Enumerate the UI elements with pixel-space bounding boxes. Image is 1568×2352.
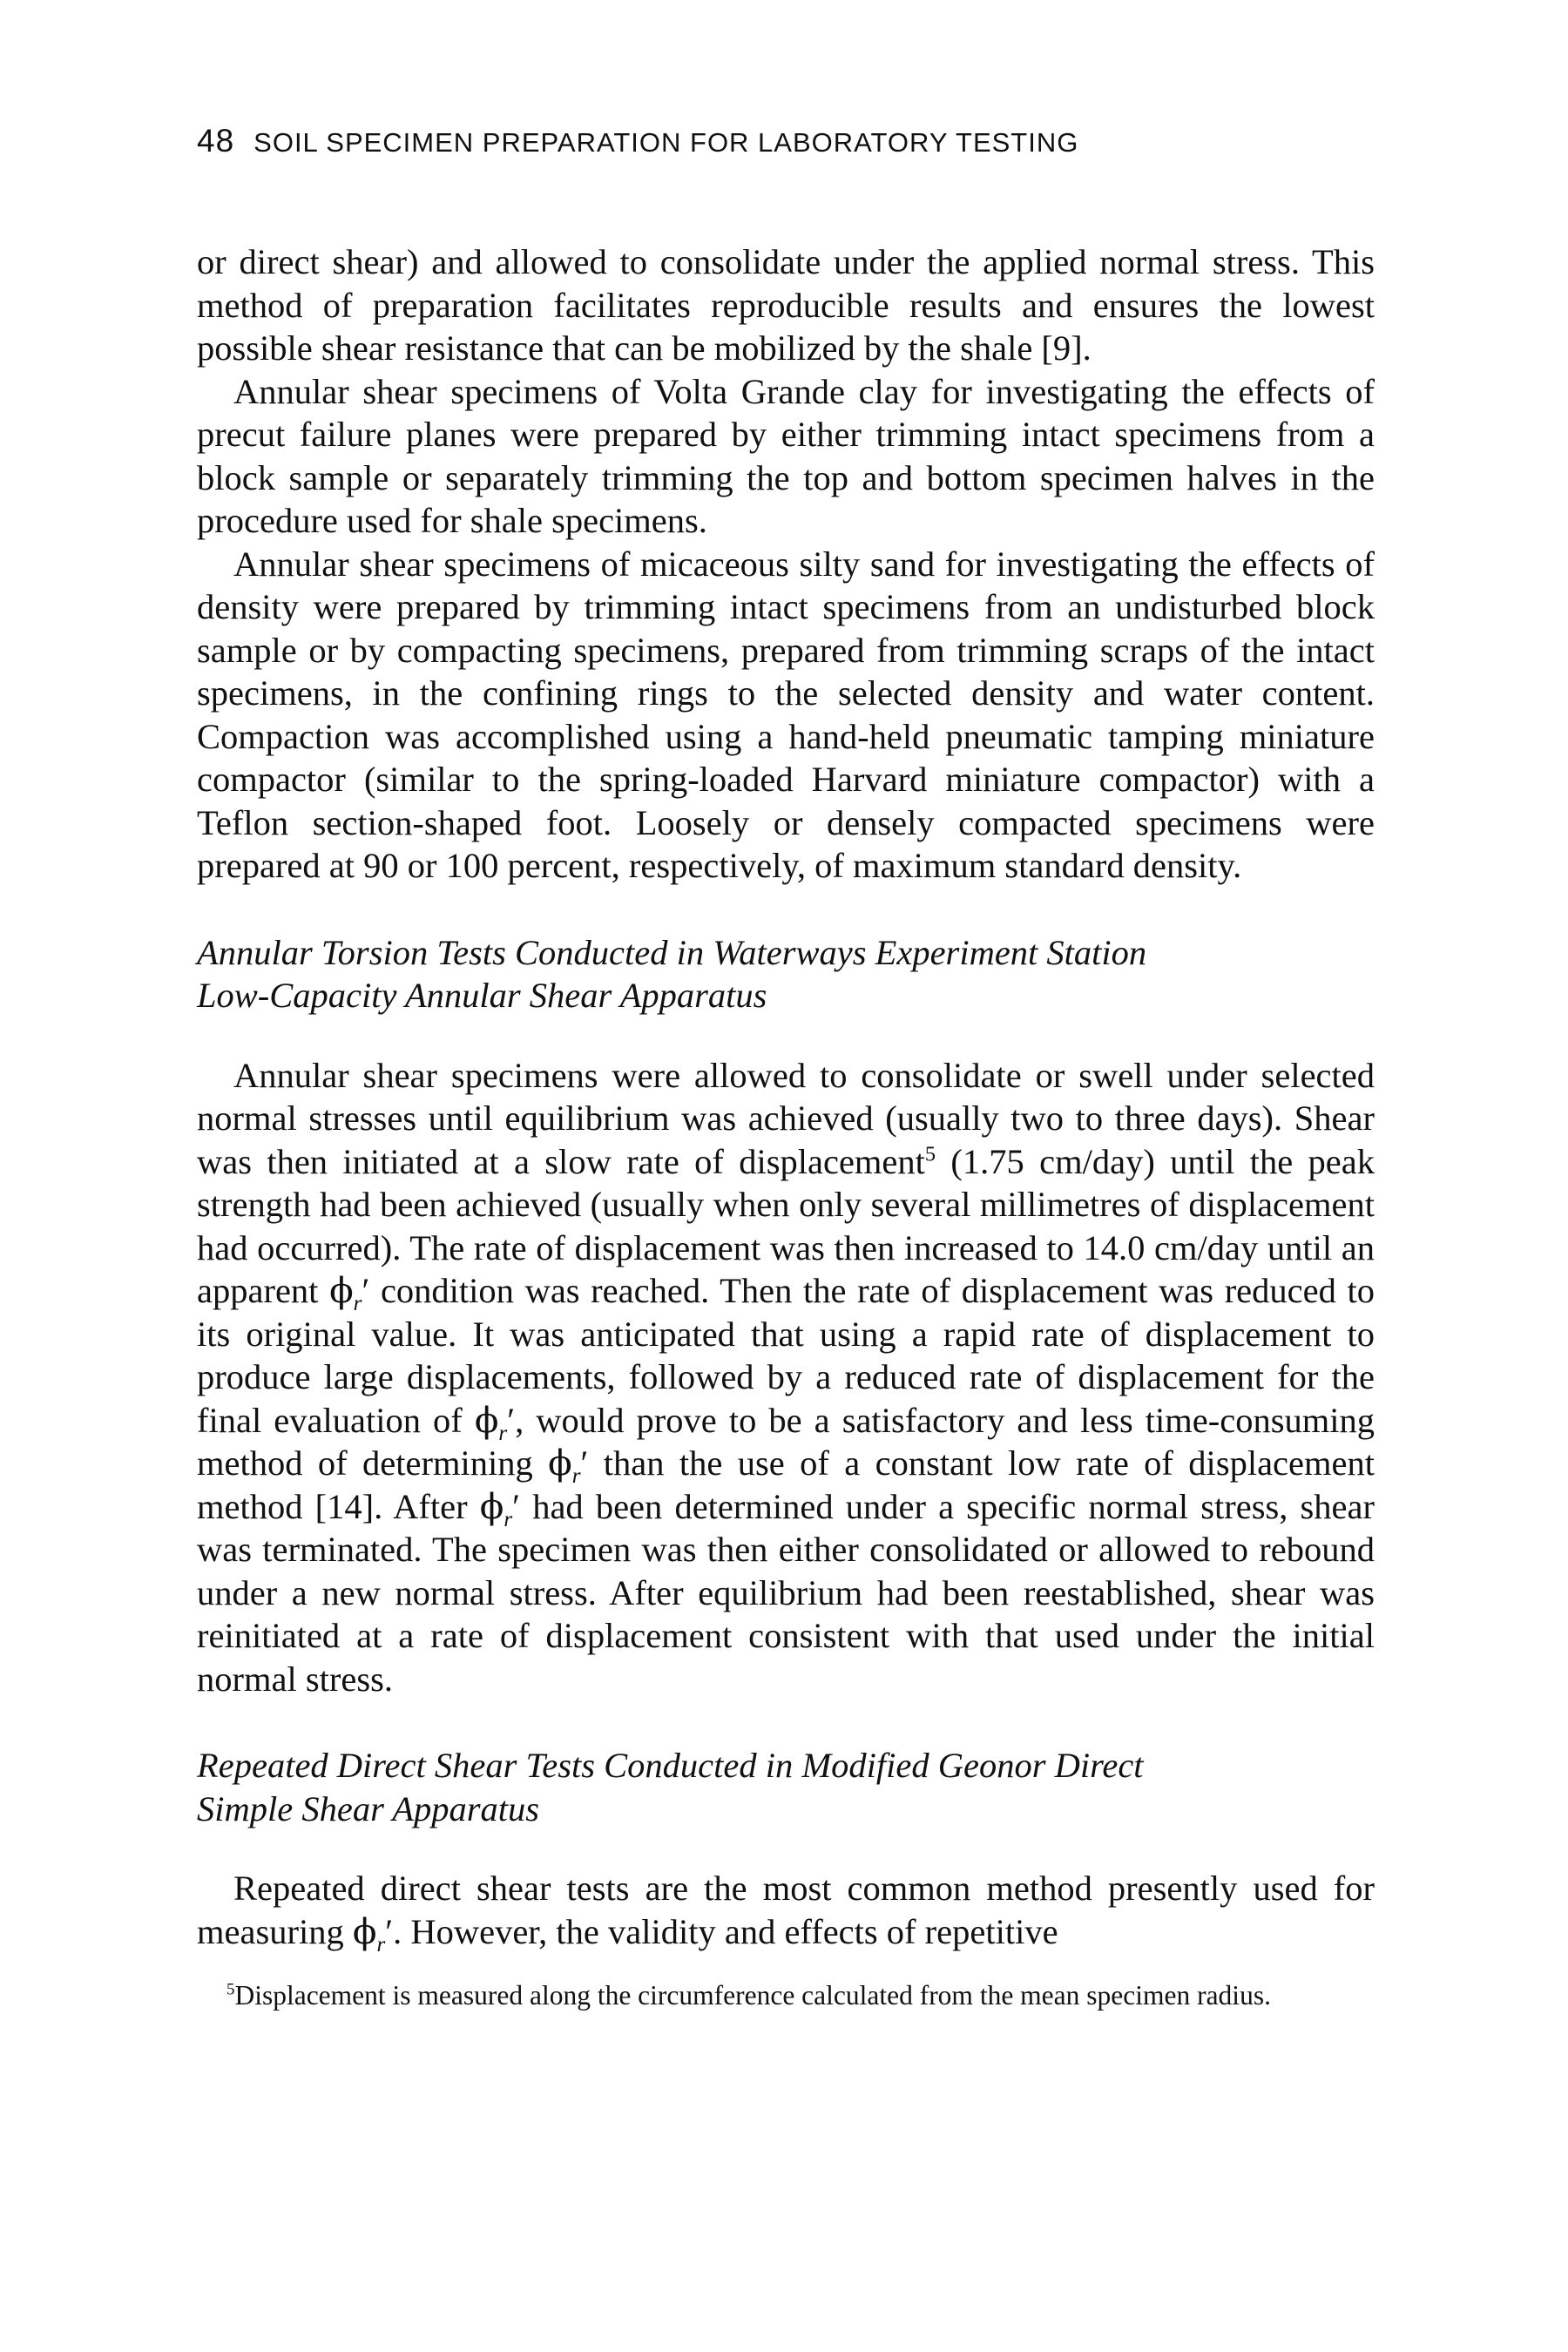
heading-line: Repeated Direct Shear Tests Conducted in Modified Geonor Direct [197, 1746, 1144, 1785]
phi-glyph: ϕ [479, 1484, 504, 1527]
text-run: condition was reached. Then the rate of displacement was reduced to its original value. It was anticipated that using a rapid rate of displacement to produce large displacements, followed by a reduced rate of displacement for the final evaluation of [197, 1271, 1375, 1440]
paragraph-micaceous-sand: Annular shear specimens of micaceous silty sand for investigating the effects of density were prepared by trimming intact specimens from an undisturbed block sample or by compacting specimens, prepared from trimming scraps of the intact specimens, in the confining rings to the selected density and water content. Compaction was accomplished using a hand-held pneumatic tamping miniature compactor (similar to the spring-loaded Harvard miniature compactor) with a Teflon section-shaped foot. Loosely or densely compacted specimens were prepared at 90 or 100 percent, respectively, of maximum standard density. [197, 544, 1375, 885]
document-page [197, 122, 1375, 2012]
text-run: had been determined under a specific normal stress, shear was terminated. The specimen was then either consolidated or allowed to rebound under a new normal stress. After equilibrium had been reestablished, shear was reinitiated at a rate of displacement consistent with that used under the initial normal stress. [197, 1486, 1375, 1699]
paragraph-annular-torsion [197, 1054, 1375, 1701]
text-run: than the use of a constant low rate of displacement method [14]. After [197, 1443, 1375, 1526]
subscript-r: r [504, 1507, 513, 1531]
subscript-r: r [571, 1464, 581, 1489]
section-heading-annular-torsion [197, 931, 1375, 1017]
phi-r-prime-symbol [474, 1398, 516, 1445]
prime-mark: ′ [385, 1911, 394, 1951]
prime-mark: ′ [362, 1271, 370, 1310]
footnote-marker: 5 [226, 1980, 235, 1999]
text-run: , would prove to be a satisfactory and less time-consuming method of determining [197, 1400, 1375, 1483]
phi-glyph: ϕ [352, 1909, 377, 1952]
phi-glyph: ϕ [548, 1442, 572, 1484]
phi-r-prime-symbol [352, 1909, 394, 1957]
phi-glyph: ϕ [474, 1398, 499, 1441]
phi-glyph: ϕ [329, 1269, 354, 1311]
subscript-r: r [353, 1292, 362, 1316]
body-text [197, 240, 1375, 1957]
prime-mark: ′ [580, 1443, 589, 1483]
text-run: Annular shear specimens were allowed to consolidate or swell under selected normal stresses until equilibrium was achieved (usually two to three days). Shear was then initiated at a slow rate of displacement [197, 1055, 1375, 1181]
subscript-r: r [498, 1421, 508, 1445]
running-title: SOIL SPECIMEN PREPARATION FOR LABORATORY TESTING [253, 127, 1079, 158]
heading-line: Simple Shear Apparatus [197, 1788, 539, 1828]
footnote-text: Displacement is measured along the circumference calculated from the mean specimen radius. [234, 1980, 1271, 2011]
paragraph-continued: or direct shear) and allowed to consolidate under the applied normal stress. This method of preparation facilitates reproducible results and ensures the lowest possible shear resistance that can be mobilized by the shale [9]. [197, 242, 1375, 368]
footnote-ref: 5 [924, 1142, 936, 1166]
heading-line: Annular Torsion Tests Conducted in Waterways Experiment Station [197, 932, 1147, 972]
phi-r-prime-symbol [329, 1269, 370, 1316]
page-number: 48 [197, 123, 235, 159]
prime-mark: ′ [512, 1486, 521, 1526]
paragraph-volta-grande: Annular shear specimens of Volta Grande clay for investigating the effects of precut failure planes were prepared by either trimming intact specimens from a block sample or separately trimming the top and bottom specimen halves in the procedure used for shale specimens. [197, 371, 1375, 540]
section-heading-repeated-direct-shear [197, 1744, 1375, 1830]
text-run: Repeated direct shear tests are the most common method presently used for measuring [197, 1869, 1375, 1951]
phi-r-prime-symbol [479, 1484, 521, 1531]
prime-mark: ′ [507, 1400, 516, 1440]
heading-line: Low-Capacity Annular Shear Apparatus [197, 976, 767, 1015]
text-run: . However, the validity and effects of repetitive [393, 1911, 1058, 1951]
phi-r-prime-symbol [548, 1442, 589, 1489]
running-header [197, 122, 1375, 160]
text-run: (1.75 cm/day) until the peak strength had been achieved (usually when only several millimetres of displacement had occurred). The rate of displacement was then increased to 14.0 cm/day until an apparent [197, 1141, 1375, 1310]
subscript-r: r [376, 1932, 386, 1957]
paragraph-repeated-direct-shear [197, 1867, 1375, 1957]
footnote [197, 1979, 1375, 2012]
